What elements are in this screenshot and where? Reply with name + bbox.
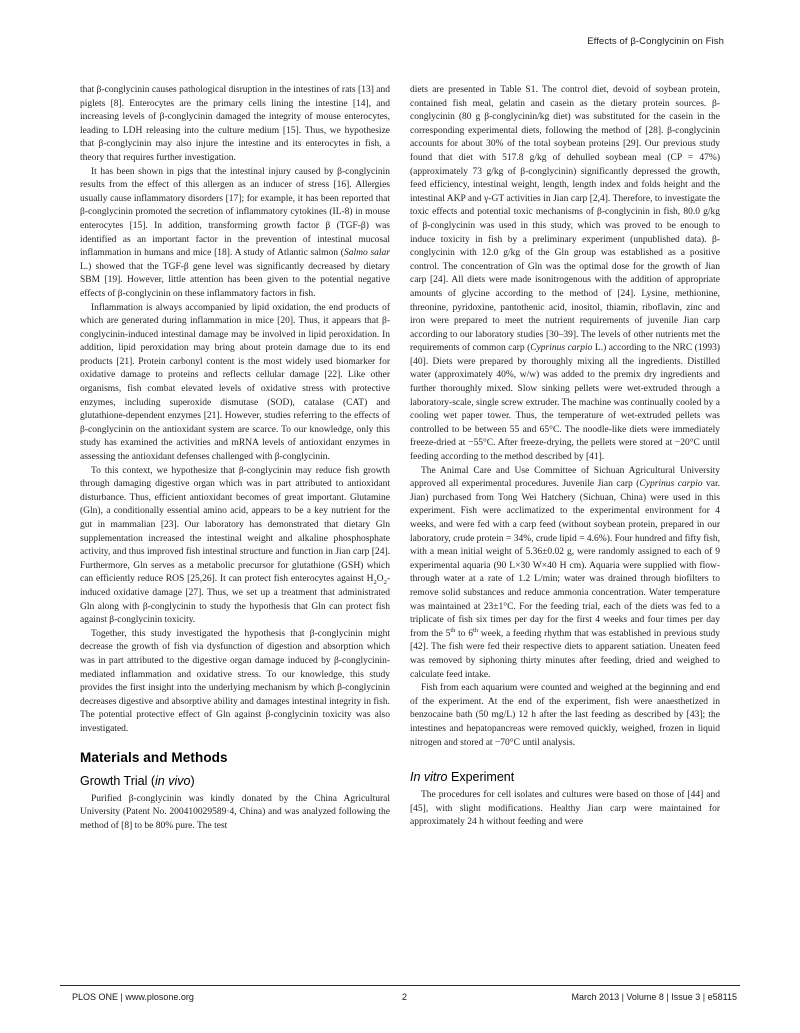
footer-journal: PLOS ONE | www.plosone.org: [72, 992, 194, 1002]
body-paragraph: It has been shown in pigs that the intestinal injury caused by β-conglycinin results from the effect of this allergen as an inducer of stress [16]. Allergies usually cause inflammatory disorders [17]; for example, it has been reported that β-conglycinin promoted the secretion of inflammatory cytokines (IL-8) in mouse enterocytes [15]. In addition, transforming growth factor β (TGF-β) was identified as an important factor in the prevention of intestinal mucosal inflammation in humans and mice [18]. A study of Atlantic salmon (Salmo salar L.) showed that the TGF-β gene level was significantly decreased by dietary SBM [19]. However, little attention has been given to the potential negative effects of β-conglycinin on these inflammatory factors in fish.: [80, 166, 390, 299]
body-paragraph: Together, this study investigated the hypothesis that β-conglycinin might decrease the growth of fish via dysfunction of digestion and absorption which was in part attributed to the digestive organ damage induced by β-conglycinin-mediated inflammation and oxidative stress. To our knowledge, this study provides the first insight into the underlying mechanism by which β-conglycinin decreases digestive and absorptive ability and damages intestinal integrity in fish. The potential protective effect of Gln against β-conglycinin toxicity was also investigated.: [80, 628, 390, 734]
body-paragraph: diets are presented in Table S1. The control diet, devoid of soybean protein, contained fish meal, gelatin and casein as the dietary protein sources. β-conglycinin (80 g β-conglycinin/kg diet) was substituted for the casein in the corresponding experimental diets, following the method of [28]. β-conglycinin accounts for about 30% of the total soybean proteins [29]. Our previous study found that diet with 517.8 g/kg of dehulled soybean meal (CP = 47%) (approximately 73 g/kg of β-conglycinin) significantly depressed the growth, feed efficiency, intestinal weight, length, length index and folds height and the intestinal AKP and γ-GT activities in Jian carp [2,4]. Therefore, to investigate the toxic effects and potential toxic mechanisms of β-conglycinin in fish, 80.0 g/kg of β-conglycinin was used in this study, which was proved to be enough to induce toxicity in fish by a preliminary experiment (unpublished data). β-conglycinin with 12.0 g/kg of the Gln group was established as a positive control. The concentration of Gln was the optimal dose for the growth of Jian carp [24]. All diets were made isonitrogenous with the addition of appropriate amounts of glycine according to the method of [24]. Lysine, methionine, threonine, pyridoxine, pantothenic acid, inositol, thiamin, riboflavin, zinc and iron were prepared to meet the nutrient requirements of juvenile Jian carp according to our laboratory studies [30–39]. The levels of other nutrients met the requirements of common carp (Cyprinus carpio L.) according to the NRC (1993) [40]. Diets were prepared by thoroughly mixing all the ingredients. Distilled water (approximately 40%, w/w) was added to the premix dry ingredients and further thoroughly mixed. Slow sinking pellets were wet-extruded through a laboratory-scale, single screw extruder. The machine was continually cooled by a cooling wet paper tower. Thus, the temperature of wet-extruded pellets was controlled to be between 55 and 65°C. The noodle-like diets were immediately freeze-dried at −55°C. After freeze-drying, the pellets were stored at −20°C until feeding according to the method described by [41].: [410, 85, 721, 463]
right-column: [410, 84, 720, 833]
footer-rule: [60, 985, 740, 986]
subsection-heading: Growth Trial (in vivo): [80, 773, 195, 788]
running-head: Effects of β-Conglycinin on Fish: [587, 36, 724, 47]
section-heading: Materials and Methods: [80, 749, 228, 765]
page-footer: [72, 992, 737, 1002]
body-paragraph: The Animal Care and Use Committee of Sichuan Agricultural University approved all experimental procedures. Juvenile Jian carp (Cyprinus carpio var. Jian) purchased from Tong Wei Hatchery (Sichuan, China) were used in this experiment. Fish were acclimatized to the experimental environment for 4 weeks, and were fed with a carp feed (without soybean protein, prepared in our laboratory, crude protein = 34%, crude lipid = 4.6%). Four hundred and fifty fish, with a mean initial weight of 5.36±0.02 g, were randomly assigned to each of 9 experimental aquaria (90 L×30 W×40 H cm). Aquaria were supplied with flow-through water at a rate of 1.2 L/min; water was drained through biofilters to remove solid substances and reduce ammonia concentration. Water temperature was maintained at 23±1°C. For the feeding trial, each of the diets was fed to a triplicate of fish six times per day for the first 4 weeks and four times per day from the 5th to 6th week, a feeding rhythm that was established in previous study [42]. The fish were fed their respective diets to apparent satiation. Uneaten feed was removed by siphoning thirty minutes after feeding, dried and weighed to calculate feed intake.: [410, 465, 721, 680]
left-column: [80, 84, 390, 833]
two-column-body: [80, 84, 720, 833]
body-paragraph: Inflammation is always accompanied by lipid oxidation, the end products of which are generated during inflammation in mice [20]. Thus, it appears that β-conglycinin-induced intestinal damage may be involved in lipid peroxidation. In addition, lipid peroxidation may bring about protein damage due to its end products [21]. Protein carbonyl content is the most widely used biomarker for oxidative damage to proteins and reflects cellular damage [22]. Like other organisms, fish combat elevated levels of oxidative stress with protective enzymes, including superoxide dismutase (SOD), catalase (CAT) and glutathione-dependent enzymes [21]. However, studies referring to the effects of β-conglycinin on the antioxidant system are scarce. To our knowledge, only this study has examined the activities and mRNA levels of antioxidant enzymes in assessing the antioxidant defenses challenged with β-conglycinin.: [80, 302, 390, 463]
body-paragraph: Fish from each aquarium were counted and weighed at the beginning and end of the experiment. At the end of the experiment, fish were anaesthetized in benzocaine bath (50 mg/L) 12 h after the last feeding as described by [43]; the intestines and hepatopancreas were removed quickly, weighed, frozen in liquid nitrogen and stored at −70°C until analysis.: [410, 683, 720, 748]
body-paragraph: To this context, we hypothesize that β-conglycinin may reduce fish growth through damaging digestive organ which was in part attributed to antioxidant disturbance. Thus, efficient antioxidant becomes of great important. Glutamine (Gln), a conditionally essential amino acid, appears to be a key nutrient for the gut in mammalian [23]. Our laboratory has demonstrated that dietary Gln supplementation increased the intestinal weight and alkaline phosphosphate activity, and thus improved fish intestinal structure and function in Jian carp [24]. Furthermore, Gln serves as a metabolic precursor for glutathione (GSH) which can efficiently reduce ROS [25,26]. It can protect fish enterocytes against $H_2O_2$-induced oxidative damage [27]. Thus, we set up a treatment that administrated Gln along with β-conglycinin to study the hypothesis that Gln can protect fish against β-conglycinin toxicity.: [80, 465, 390, 626]
footer-issue-info: March 2013 | Volume 8 | Issue 3 | e58115: [571, 992, 737, 1002]
subsection-heading: In vitro Experiment: [410, 770, 515, 785]
body-paragraph: The procedures for cell isolates and cultures were based on those of [44] and [45], with slight modifications. Healthy Jian carp were maintained for approximately 24 h without feeding and were: [410, 790, 720, 828]
body-paragraph: Purified β-conglycinin was kindly donated by the China Agricultural University (Patent No. 200410029589·4, China) and was analyzed following the method of [8] to be 80% pure. The test: [80, 793, 390, 831]
body-paragraph: that β-conglycinin causes pathological disruption in the intestines of rats [13] and piglets [8]. Enterocytes are the primary cells lining the intestine [14], and increasing levels of β-conglycinin damaged the integrity of mouse enterocytes, leading to LDH releasing into the culture medium [15]. Thus, we hypothesize that β-conglycinin may also injure the intestine and its enterocytes in fish, a theory that requires further investigation.: [80, 85, 390, 163]
footer-page-number: 2: [401, 992, 407, 1002]
